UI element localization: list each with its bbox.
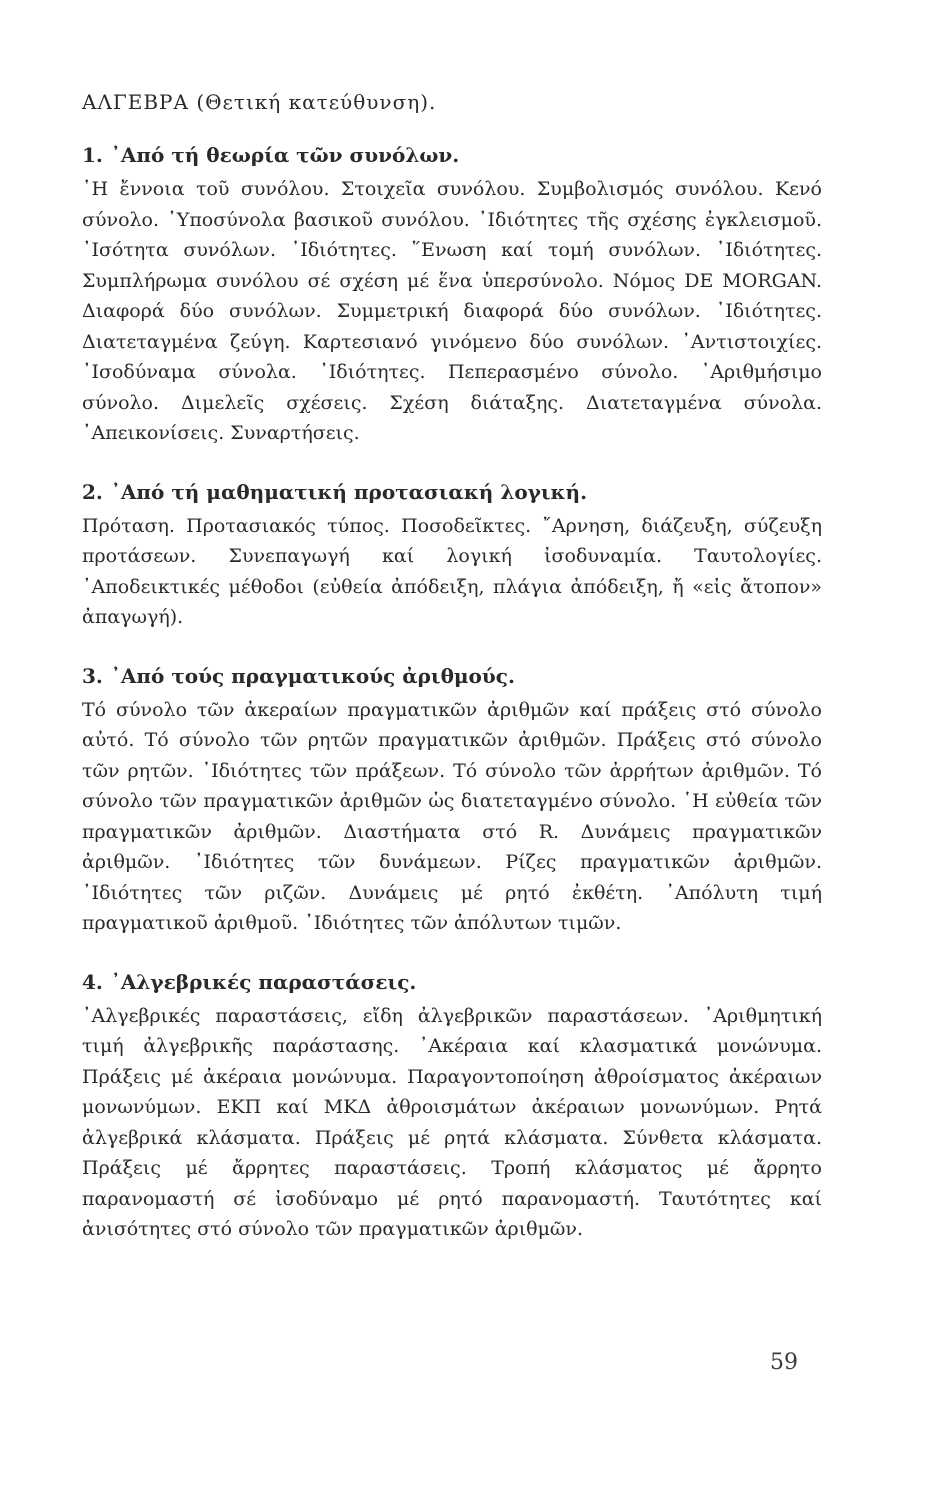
section-title: ᾿Από τούς πραγματικούς ἀριθμούς. [110, 663, 515, 688]
section-title: ᾿Αλγεβρικές παραστάσεις. [110, 969, 417, 994]
section-heading [82, 140, 822, 170]
section-2 [82, 477, 822, 633]
section-1 [82, 140, 822, 449]
section-body: Τό σύνολο τῶν ἀκεραίων πραγματικῶν ἀριθμῶν καί πράξεις στό σύνολο αὐτό. Τό σύνολο τῶν ρητῶν πραγματικῶν ἀριθμῶν. Πράξεις στό σύνολο τῶν ρητῶν. ᾿Ιδιότητες τῶν πράξεων. Τό σύνολο τῶν ἀρρήτων ἀριθμῶν. Τό σύνολο τῶν πραγματικῶν ἀριθμῶν ὡς διατεταγμένο σύνολο. ῾Η εὐθεία τῶν πραγματικῶν ἀριθμῶν. Διαστήματα στό R. Δυνάμεις πραγματικῶν ἀριθμῶν. ᾿Ιδιότητες τῶν δυνάμεων. Ρίζες πραγματικῶν ἀριθμῶν. ᾿Ιδιότητες τῶν ριζῶν. Δυνάμεις μέ ρητό ἐκθέτη. ᾿Απόλυτη τιμή πραγματικοῦ ἀριθμοῦ. ᾿Ιδιότητες τῶν ἀπόλυτων τιμῶν. [82, 698, 822, 934]
document-page [82, 80, 822, 1273]
section-heading [82, 661, 822, 691]
section-body: ῾Η ἔννοια τοῦ συνόλου. Στοιχεῖα συνόλου. Συμβολισμός συνόλου. Κενό σύνολο. ῾Υποσύνολα βασικοῦ συνόλου. ᾿Ιδιότητες τῆς σχέσης ἐγκλεισμοῦ. ᾿Ισότητα συνόλων. ᾿Ιδιότητες. ῞Ενωση καί τομή συνόλων. ᾿Ιδιότητες. Συμπλήρωμα συνόλου σέ σχέση μέ ἕνα ὑπερσύνολο. Νόμος DE MORGAN. Διαφορά δύο συνόλων. Συμμετρική διαφορά δύο συνόλων. ᾿Ιδιότητες. Διατεταγμένα ζεύγη. Καρτεσιανό γινόμενο δύο συνόλων. ᾿Αντιστοιχίες. ᾿Ισοδύναμα σύνολα. ᾿Ιδιότητες. Πεπερασμένο σύνολο. ᾿Αριθμήσιμο σύνολο. Διμελεῖς σχέσεις. Σχέση διάταξης. Διατεταγμένα σύνολα. ᾿Απεικονίσεις. Συναρτήσεις. [82, 178, 822, 444]
section-body: ᾿Αλγεβρικές παραστάσεις, εἴδη ἀλγεβρικῶν παραστάσεων. ᾿Αριθμητική τιμή ἀλγεβρικῆς παράστασης. ᾿Ακέραια καί κλασματικά μονώνυμα. Πράξεις μέ ἀκέραια μονώνυμα. Παραγοντοποίηση ἀθροίσματος ἀκέραιων μονωνύμων. ΕΚΠ καί ΜΚΔ ἀθροισμάτων ἀκέραιων μονωνύμων. Ρητά ἀλγεβρικά κλάσματα. Πράξεις μέ ρητά κλάσματα. Σύνθετα κλάσματα. Πράξεις μέ ἄρρητες παραστάσεις. Τροπή κλάσματος μέ ἄρρητο παρανομαστή σέ ἰσοδύναμο μέ ρητό παρανομαστή. Ταυτότητες καί ἀνισότητες στό σύνολο τῶν πραγματικῶν ἀριθμῶν. [82, 1004, 822, 1240]
section-4 [82, 967, 822, 1245]
section-number: 3. [82, 663, 103, 688]
page-number: 59 [770, 1350, 798, 1375]
section-number: 1. [82, 143, 103, 167]
document-title: ΑΛΓΕΒΡΑ (Θετική κατεύθυνση). [82, 90, 437, 114]
section-number: 4. [82, 969, 103, 994]
section-heading [82, 477, 822, 507]
section-title: ᾿Από τή μαθηματική προτασιακή λογική. [110, 479, 588, 504]
section-number: 2. [82, 479, 103, 504]
section-body: Πρόταση. Προτασιακός τύπος. Ποσοδεῖκτες. ῎Αρνηση, διάζευξη, σύζευξη προτάσεων. Συνεπαγωγή καί λογική ἰσοδυναμία. Ταυτολογίες. ᾿Αποδεικτικές μέθοδοι (εὐθεία ἀπόδειξη, πλάγια ἀπόδειξη, ἤ «εἰς ἄτοπον» ἀπαγωγή). [82, 514, 822, 628]
section-title: ᾿Από τή θεωρία τῶν συνόλων. [110, 143, 460, 167]
section-3 [82, 661, 822, 939]
section-heading [82, 967, 822, 997]
